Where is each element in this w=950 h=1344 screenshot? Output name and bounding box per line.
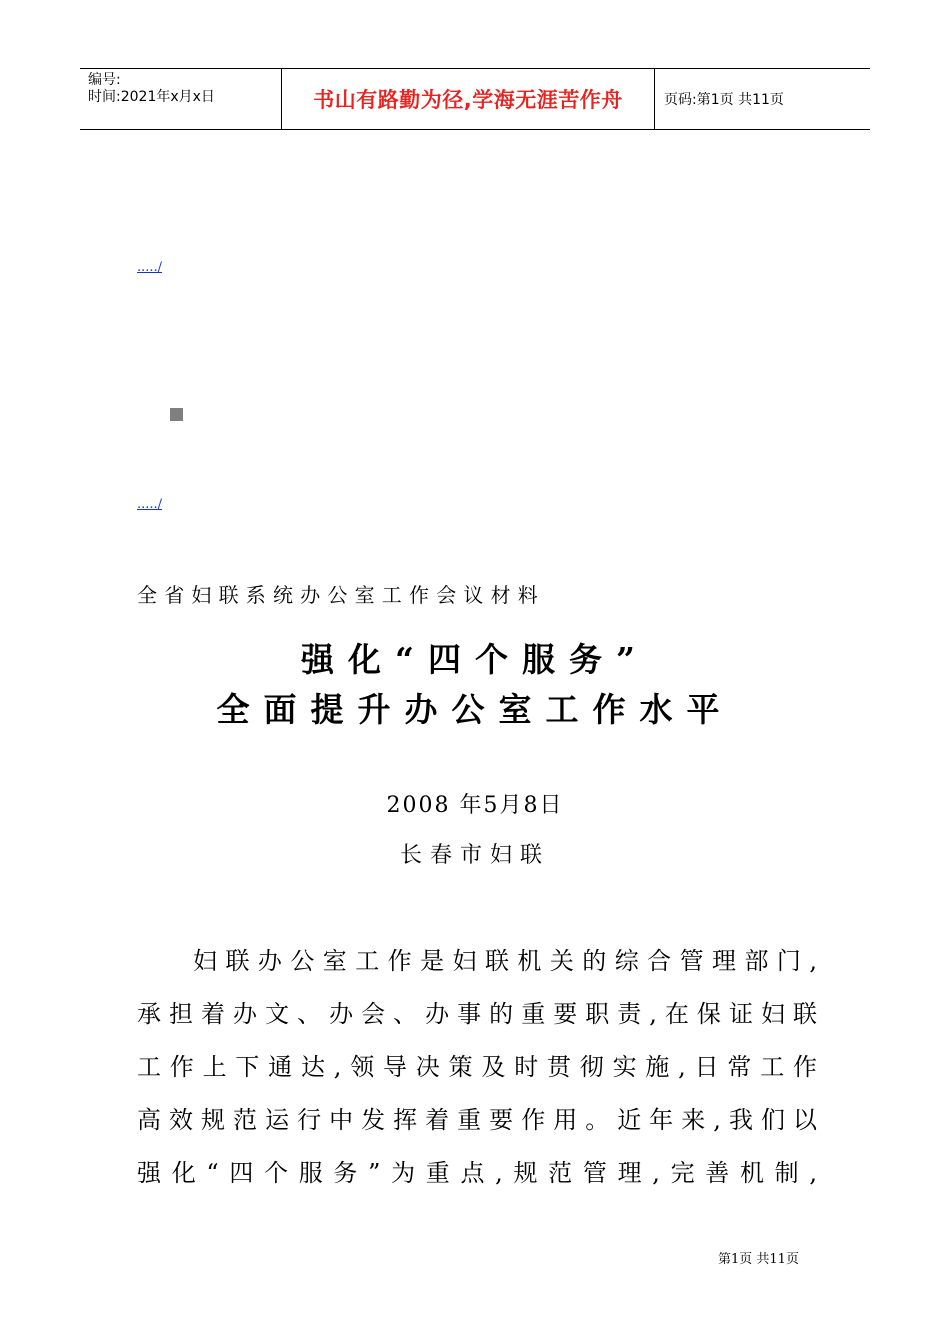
document-date: 2008 年5月8日 — [386, 793, 564, 818]
broken-image-icon — [170, 408, 183, 421]
footer-page-number: 第1页 共11页 — [718, 1252, 799, 1267]
header-meta-cell — [80, 69, 282, 129]
time-label: 时间:2021年x月x日 — [88, 89, 215, 105]
document-header — [80, 68, 870, 130]
body-line: 高效规范运行中发挥着重要作用。近年来,我们以 — [137, 1106, 817, 1134]
body-line: 强化“四个服务”为重点,规范管理,完善机制, — [137, 1159, 817, 1187]
body-line: 承担着办文、办会、办事的重要职责,在保证妇联 — [137, 1000, 817, 1028]
header-motto-cell — [282, 69, 655, 129]
document-title-line-2: 全面提升办公室工作水平 — [216, 690, 734, 729]
header-page-info: 页码:第1页 共11页 — [664, 92, 784, 108]
body-line: 妇联办公室工作是妇联机关的综合管理部门, — [193, 947, 817, 975]
document-subtitle: 全省妇联系统办公室工作会议材料 — [137, 583, 545, 607]
document-organization: 长春市妇联 — [399, 843, 550, 868]
header-motto: 书山有路勤为径,学海无涯苦作舟 — [313, 88, 623, 112]
link-2[interactable]: ...../ — [137, 497, 163, 512]
document-body — [137, 935, 817, 1200]
document-title-line-1: 强化“四个服务” — [301, 640, 649, 679]
serial-number-label: 编号: — [88, 72, 121, 88]
header-page-cell — [655, 69, 870, 129]
body-line: 工作上下通达,领导决策及时贯彻实施,日常工作 — [137, 1053, 817, 1081]
link-1[interactable]: ...../ — [137, 260, 163, 275]
